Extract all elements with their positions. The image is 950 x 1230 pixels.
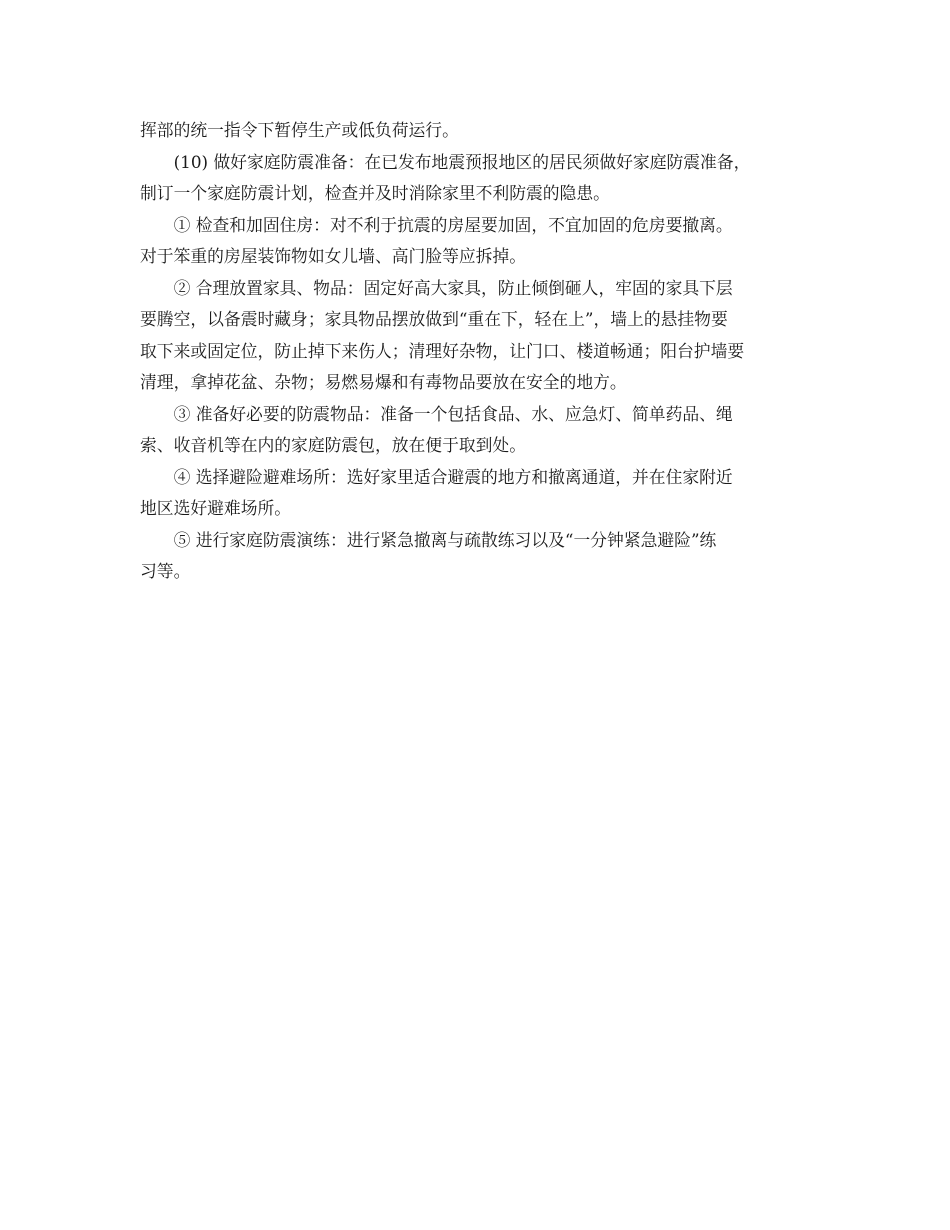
paragraph-item-4-shelter: ④ 选择避险避难场所：选好家里适合避震的地方和撤离通道，并在住家附近 地区选好避难场所。 (140, 466, 733, 518)
paragraph-item-5-drill: ⑤ 进行家庭防震演练：进行紧急撤离与疏散练习以及“一分钟紧急避险”练 习等。 (140, 529, 717, 581)
paragraph-item-3-supplies: ③ 准备好必要的防震物品：准备一个包括食品、水、应急灯、简单药品、绳 索、收音机等在内的家庭防震包，放在便于取到处。 (140, 403, 733, 455)
paragraph-item-1-housing: ① 检查和加固住房：对不利于抗震的房屋要加固，不宜加固的危房要撤离。 对于笨重的房屋装饰物如女儿墙、高门脸等应拆掉。 (140, 214, 733, 266)
paragraph-continuation: 挥部的统一指令下暂停生产或低负荷运行。 (140, 120, 459, 140)
paragraph-item-2-furniture: ② 合理放置家具、物品：固定好高大家具，防止倾倒砸人，牢固的家具下层 要腾空，以备震时藏身；家具物品摆放做到“重在下，轻在上”，墙上的悬挂物要 取下来或固定位，防止掉下来伤人；清理好杂物，让门口、楼道畅通；阳台护墙要 清理，拿掉花盆、杂物；易燃易爆和有毒物品要放在安全的地方。 (140, 277, 745, 392)
paragraph-family-preparation: (10) 做好家庭防震准备：在已发布地震预报地区的居民须做好家庭防震准备， 制订一个家庭防震计划，检查并及时消除家里不利防震的隐患。 (140, 151, 751, 203)
document-body (140, 115, 812, 588)
